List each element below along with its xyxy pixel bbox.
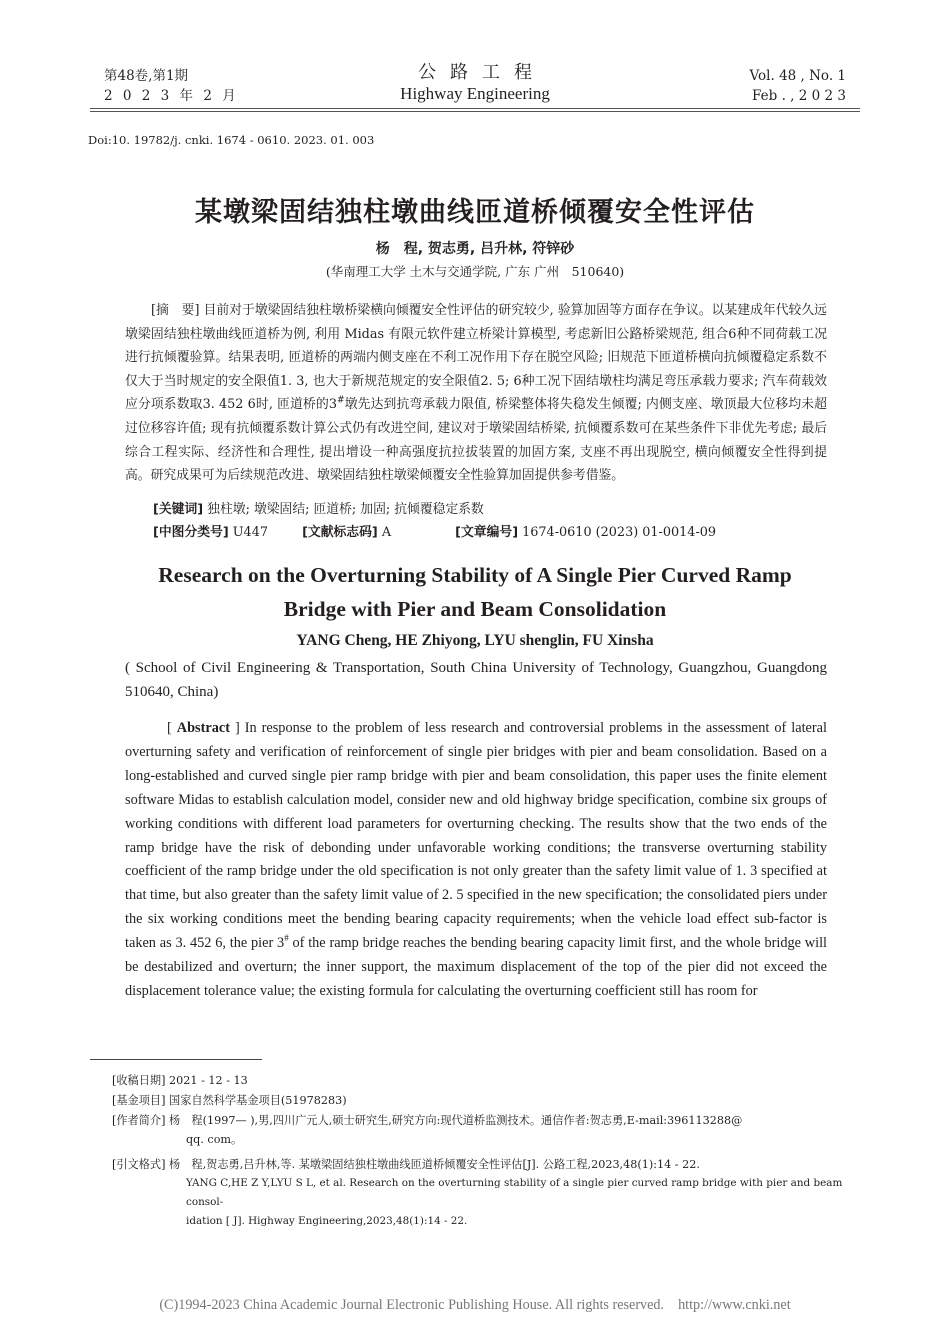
affiliation-en: ( School of Civil Engineering & Transportation, South China University of Technology, Guangzhou, Guangdong 510640, China) [125,660,827,700]
header-volume-en: Vol. 48 , No. 1 [749,68,846,84]
fund-value: 国家自然科学基金项目(51978283) [169,1094,347,1107]
abstract-en-text2: of the ramp bridge reaches the bending bearing capacity limit first, and the whole bridge will be destabilized and overturn; the inner support, the maximum displacement of the top of the pier did not exceed the displacement tolerance value; the existing formula for calculating the overturning coefficient still has room for [125,935,828,999]
clc-value: U447 [232,525,268,540]
copyright-text: (C)1994-2023 China Academic Journal Electronic Publishing House. All rights reserved. [159,1297,665,1313]
fund-label: [基金项目] [112,1094,166,1107]
author-value-cont: qq. com。 [186,1133,243,1146]
header-volume-issue: 第48卷,第1期 [104,68,189,84]
abstract-cn-text: 目前对于墩梁固结独柱墩桥梁横向倾覆安全性评估的研究较少, 验算加固等方面存在争议。以某建成年代较久远墩梁固结独柱墩曲线匝道桥为例, 利用 Midas 有限元软件建立桥梁计算模型, 考虑新旧公路桥梁规范, 组合6种不同荷载工况进行抗倾覆验算。结果表明, 匝道桥的两端内侧支座在不利工况作用下存在脱空风险; 旧规范下匝道桥横向抗倾覆稳定系数不仅大于当时规定的安全限值1. 3, 也大于新规范规定的安全限值2. 5; 6种工况下固结墩柱均满足弯压承载力要求; 汽车荷载效应分项系数取3. 452 6时, 匝道桥的3 [125,303,827,413]
cite-en-line1: YANG C,HE Z Y,LYU S L, et al. Research on the overturning stability of a single pier curved ramp bridge with pier and beam consol- [186,1177,843,1208]
keywords-text: 独柱墩; 墩梁固结; 匝道桥; 加固; 抗倾覆稳定系数 [207,502,484,517]
title-en [0,558,950,626]
author-label: [作者简介] [112,1114,166,1127]
header-volume-info-en [750,66,846,106]
footnote-received [112,1071,864,1090]
doc-code-value: A [381,525,392,540]
cite-value: 杨 程,贺志勇,吕升林,等. 某墩梁固结独柱墩曲线匝道桥倾覆安全性评估[J]. 公路工程,2023,48(1):14 - 22. [169,1158,700,1171]
header-date-cn: 2 0 2 3 年 2 月 [104,88,239,104]
footnote-fund [112,1091,864,1110]
article-no-label: [文章编号] [455,525,519,540]
article-no-value: 1674-0610 (2023) 01-0014-09 [522,525,717,540]
authors-cn: 杨 程, 贺志勇, 吕升林, 符锌砂 [375,241,575,257]
abstract-en-sup: # [284,933,289,944]
header-rule-top [90,108,860,109]
received-value: 2021 - 12 - 13 [169,1074,248,1087]
cite-en-line2: idation [ J]. Highway Engineering,2023,48(1):14 - 22. [186,1215,468,1227]
abstract-cn [125,299,827,488]
header-date-en: Feb . , 2 0 2 3 [752,88,846,104]
title-en-line2: Bridge with Pier and Beam Consolidation [283,597,667,621]
abstract-en-text: In response to the problem of less research and controversial problems in the assessment of lateral overturning safety and verification of reinforcement of single pier bridges with pier and beam consolidation. Based on a long-established and curved single pier ramp bridge with pier and beam consolidation, this paper uses the finite element software Midas to establish calculation model, consider new and old highway bridge specification, combine six groups of working conditions with different load parameters for overturning checking. The results show that the two ends of the ramp bridge have the risk of debonding under unfavorable working conditions; the transverse overturning stability coefficient of the ramp bridge under the old specification is not only greater than the safety limit value of 1. 3 specified at that time, but also greater than the safety limit value of 2. 5 specified in the new specification; the consolidated piers under the six working conditions meet the bending bearing capacity requirements; when the vehicle load effect sub-factor is taken as 3. 452 6, the pier 3 [125,720,827,952]
doc-code-label: [文献标志码] [302,525,378,540]
keywords [153,498,484,517]
title-cn: 某墩梁固结独柱墩曲线匝道桥倾覆安全性评估 [195,197,755,228]
footnote-rule [90,1059,262,1060]
abstract-cn-text2: 墩先达到抗弯承载力限值, 桥梁整体将失稳发生倾覆; 内侧支座、墩顶最大位移均未超过位移容许值; 现有抗倾覆系数计算公式仍有改进空间, 建议对于墩梁固结桥梁, 抗倾覆系数可在某些条件下非优先考虑; 最后综合工程实际、经济性和合理性, 提出增设一种高强度抗拉拔装置的加固方案, 支座不再出现脱空, 横向倾覆安全性得到提高。研究成果可为后续规范改进、墩梁固结独柱墩梁倾覆安全性验算加固提供参考借鉴。 [125,397,828,484]
header-rule-bottom [90,111,860,112]
clc-label: [中图分类号] [153,525,229,540]
abstract-cn-sup: # [337,396,345,407]
abstract-en-label: Abstract [176,720,230,736]
abstract-cn-label: [摘 要] [151,303,200,318]
journal-name-cn: 公路工程 [418,62,546,83]
received-label: [收稿日期] [112,1074,166,1087]
title-en-line1: Research on the Overturning Stability of A Single Pier Curved Ramp [158,563,792,587]
authors-en: YANG Cheng, HE Zhiyong, LYU shenglin, FU Xinsha [296,632,654,649]
footnote-citation [112,1155,864,1231]
journal-name-en: Highway Engineering [400,84,550,103]
copyright-url[interactable]: http://www.cnki.net [678,1297,791,1313]
cite-label: [引文格式] [112,1158,166,1171]
footnote-author [112,1111,864,1149]
author-value: 杨 程(1997— ),男,四川广元人,硕士研究生,研究方向:现代道桥监测技术。通信作者:贺志勇,E-mail:396113288@ [169,1114,743,1127]
affiliation-cn: (华南理工大学 土木与交通学院, 广东 广州 510640) [325,264,625,279]
classification-line [153,521,853,540]
abstract-en: [ Abstract ] In response to the problem of less research and controversial problems in the assessment of lateral overturning safety and verification of reinforcement of single pier bridges with pier and beam consolidation. Based on a long-established and curved single pier ramp bridge with pier and beam consolidation, this paper uses the finite element software Midas to establish calculation model, consider new and old highway bridge specification, combine six groups of working conditions with different load parameters for overturning checking. The results show that the two ends of the ramp bridge have the risk of debonding under unfavorable working conditions; the transverse overturning stability coefficient of the ramp bridge under the old specification is not only greater than the safety limit value of 1. 3 specified at that time, but also greater than the safety limit value of 2. 5 specified in the new specification; the consolidated piers under the six working conditions meet the bending bearing capacity requirements; when the vehicle load effect sub-factor is taken as 3. 452 6, the pier 3# of the ramp bridge reaches the bending bearing capacity limit first, and the whole bridge will be destabilized and overturn; the inner support, the maximum displacement of the top of the pier did not exceed the displacement tolerance value; the existing formula for calculating the overturning coefficient still has room for [125,720,828,999]
doi: Doi:10. 19782/j. cnki. 1674 - 0610. 2023. 01. 003 [88,133,375,147]
keywords-label: [关键词] [153,502,204,517]
copyright-line [0,1297,950,1314]
